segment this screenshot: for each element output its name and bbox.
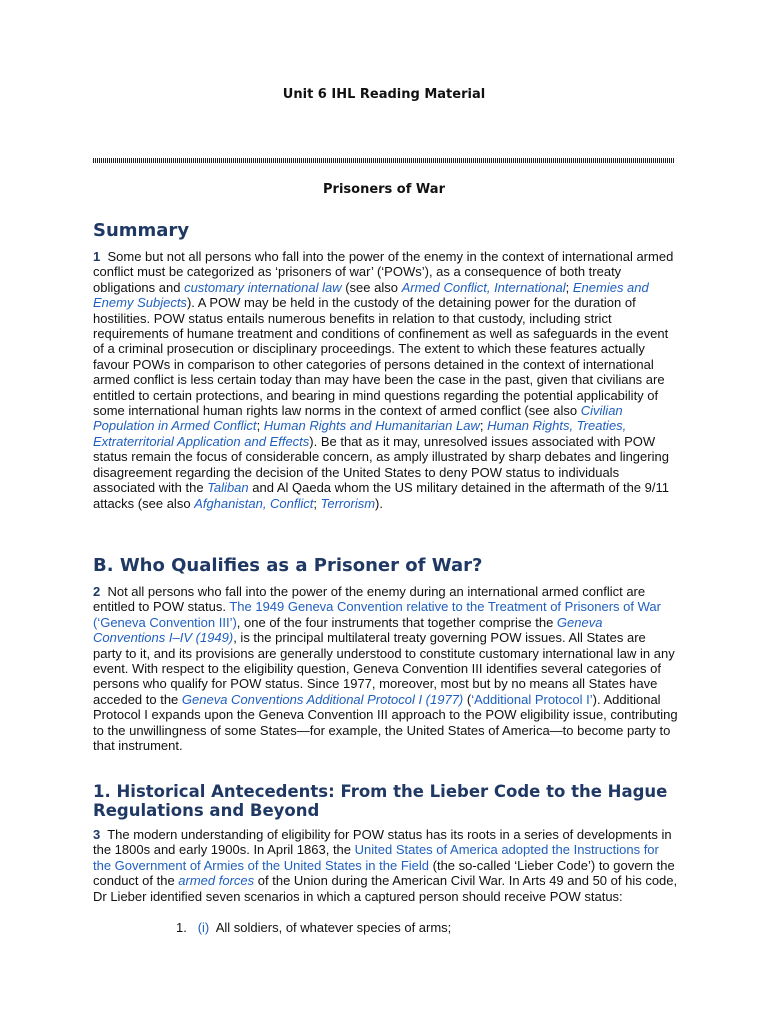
- link-geneva-conventions-i-iv[interactable]: Geneva Conventions I–IV (1949): [93, 614, 603, 646]
- link-customary-international-law[interactable]: customary international law: [184, 279, 342, 295]
- text: Some but not all persons who fall into the power of the enemy in the context of international armed conflict must be categorized as ‘prisoners of war’ (‘POWs’), as a consequence of both treaty obligations and: [93, 249, 674, 295]
- link-terrorism[interactable]: Terrorism: [320, 495, 376, 511]
- text: ;: [256, 418, 264, 434]
- link-geneva-convention-iii[interactable]: The 1949 Geneva Convention relative to the Treatment of Prisoners of War (‘Geneva Convention III’): [93, 599, 661, 630]
- section-b: [93, 555, 678, 753]
- separator-rule: [93, 158, 675, 163]
- list-item-text: All soldiers, of whatever species of arms;: [215, 920, 452, 935]
- link-armed-forces[interactable]: armed forces: [178, 873, 255, 889]
- paragraph-1: [93, 249, 678, 511]
- text: (the so-called ‘Lieber Code’) to govern the conduct of the: [93, 857, 675, 889]
- text: ;: [565, 279, 573, 295]
- link-human-rights-humanitarian-law[interactable]: Human Rights and Humanitarian Law: [263, 418, 480, 434]
- section-1-heading: 1. Historical Antecedents: From the Lieber Code to the Hague Regulations and Beyond: [93, 782, 668, 820]
- link-additional-protocol-i[interactable]: ‘Additional Protocol I’: [471, 691, 593, 707]
- document-subtitle: Prisoners of War: [323, 182, 445, 197]
- text: (: [463, 691, 472, 707]
- paragraph-number: 3: [93, 827, 101, 842]
- text: Not all persons who fall into the power of the enemy during an international armed conflict are entitled to POW status.: [93, 584, 646, 615]
- summary-heading: Summary: [93, 220, 190, 241]
- paragraph-2: [93, 584, 678, 753]
- text: ).: [375, 495, 383, 511]
- document-title: Unit 6 IHL Reading Material: [282, 87, 486, 102]
- text: The modern understanding of eligibility for POW status has its roots in a series of developments in the 1800s and early 1900s. In April 1863, the: [93, 827, 672, 858]
- paragraph-number: 1: [93, 249, 101, 264]
- paragraph-3: [93, 827, 678, 904]
- text: ;: [479, 418, 488, 434]
- link-civilian-population[interactable]: Civilian Population in Armed Conflict: [93, 403, 623, 434]
- text: (see also: [341, 279, 402, 295]
- text: ). Be that as it may, unresolved issues associated with POW status remain the focus of considerable concern, as amply illustrated by sharp debates and lingering disagreement regarding the decision of the United States to deny POW status to individuals associated with the: [93, 433, 669, 496]
- text: , one of the four instruments that together comprise the: [236, 614, 557, 630]
- link-enemies-and-enemy-subjects[interactable]: Enemies and Enemy Subjects: [93, 279, 649, 311]
- link-afghanistan-conflict[interactable]: Afghanistan, Conflict: [194, 495, 314, 511]
- text: of the Union during the American Civil War. In Arts 49 and 50 of his code, Dr Lieber identified seven scenarios in which a captured person should receive POW status:: [93, 873, 678, 904]
- paragraph-number: 2: [93, 584, 101, 599]
- text: and Al Qaeda whom the US military detained in the aftermath of the 9/11 attacks (see also: [93, 480, 669, 511]
- text: ). A POW may be held in the custody of the detaining power for the duration of hostilities. POW status entails numerous benefits in relation to that custody, including strict requirements of humane treatment and conditions of confinement as well as safeguards in the event of a criminal prosecution or disciplinary proceedings. The extent to which these features actually favour POWs in comparison to other categories of persons detained in the context of international armed conflict is less certain today than may have been the case in the past, given that civilians are entitled to certain protections, and bearing in mind questions regarding the potential applicability of some international human rights law norms in the context of armed conflict (see also: [93, 295, 669, 419]
- list-item-label[interactable]: (i): [197, 920, 210, 935]
- section-1: [93, 782, 678, 904]
- link-armed-conflict-international[interactable]: Armed Conflict, International: [401, 279, 566, 295]
- list-item: [176, 920, 451, 935]
- summary-section: [93, 220, 678, 511]
- section-b-heading: B. Who Qualifies as a Prisoner of War?: [93, 555, 483, 576]
- list-marker: 1.: [176, 920, 187, 935]
- link-taliban[interactable]: Taliban: [207, 480, 249, 496]
- text: ). Additional Protocol I expands upon the Geneva Convention III approach to the POW eligibility issue, contributing to the unwillingness of some States—for example, the United States of America—to become party to that instrument.: [93, 691, 678, 754]
- text: ;: [313, 495, 321, 511]
- link-human-rights-treaties[interactable]: Human Rights, Treaties, Extraterritorial Application and Effects: [93, 418, 627, 449]
- link-lieber-code-instructions[interactable]: United States of America adopted the Instructions for the Government of Armies of the United States in the Field: [93, 842, 659, 873]
- text: , is the principal multilateral treaty governing POW issues. All States are party to it, and its provisions are generally understood to constitute customary international law in any event. With respect to the eligibility question, Geneva Convention III identifies several categories of persons who qualify for POW status. Since 1977, moreover, most but by no means all States have acceded to the: [93, 630, 675, 707]
- link-additional-protocol-i-1977[interactable]: Geneva Conventions Additional Protocol I (1977): [181, 691, 464, 707]
